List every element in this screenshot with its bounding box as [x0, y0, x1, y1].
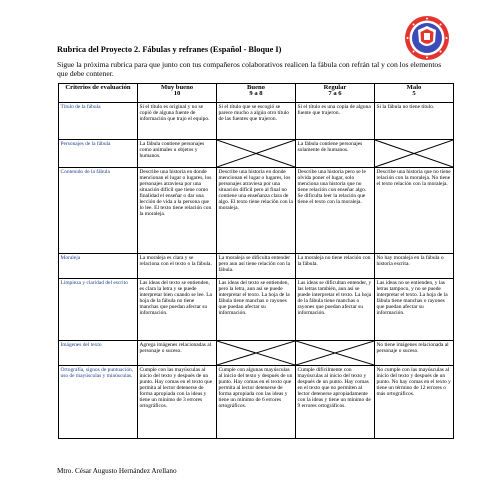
- score-cell: Cumple difícilmente con mayúsculas al inicio del texto y después de un punto. Hay comas en el texto que no permiten al lector detenerse apropiadamente con la ideas y tiene un mínimo de 9 errores ortográficos.: [296, 366, 375, 439]
- score-cell: Las ideas del texto se entienden, pero la letra, aun así se puede interpretar el texto. La hoja de la fábula tiene manchas o rayones que puedan afectar su información.: [217, 279, 296, 341]
- score-cell: La moraleja se dificulta entender pero aun así tiene relación con la fábula.: [217, 254, 296, 279]
- score-cell: Las ideas no se entienden, y las letras tampoco, y no se puede interpretar el texto. La hoja de la fábula tiene manchas o rayones que puedan afectar su información.: [375, 279, 454, 341]
- rubric-row-limpieza: [59, 279, 454, 341]
- cross-out-icon: [217, 341, 295, 365]
- header-regular-points: 7 a 6: [328, 90, 342, 98]
- score-cell: No cumple con las mayúsculas al inicio del texto y después de un punto. No hay comas en el texto y tiene un término de 12 errores o más ortográficos.: [375, 366, 454, 439]
- cross-out-icon: [296, 341, 374, 365]
- criterion-cell: Limpieza y claridad del escrito: [59, 279, 138, 341]
- rubric-header-row: [59, 84, 454, 103]
- school-crest-icon: [404, 15, 450, 61]
- score-cell: No tiene imágenes relacionada al personaje o suceso.: [375, 341, 454, 366]
- header-criterios-label: Criterios de evaluación: [65, 83, 131, 91]
- crossed-out-cell: [296, 341, 375, 366]
- cross-out-icon: [375, 140, 453, 167]
- header-criterios: [59, 84, 138, 103]
- header-regular-label: Regular: [323, 83, 347, 91]
- score-cell: Si el título que se escogió se parece mucho a algún otro título de las fuentes que trajeron.: [217, 103, 296, 140]
- score-cell: Cumple con las mayúsculas al inicio del texto y después de un punto. Hay comas en el texto que permita al lector detenerse de forma apropiada con la ideas y tiene un mínimo de 3 errores ortográficos.: [138, 366, 217, 439]
- rubric-table: [58, 83, 454, 439]
- criterion-cell: Ortografía, signos de puntuación, uso de mayúsculas y minúsculas.: [59, 366, 138, 439]
- score-cell: Cumple con algunas mayúsculas al inicio del texto y después de un punto. Hay comas en el texto que permita al lector detenerse de forma apropiada con las ideas y tiene un mínimo de 6 errores ortográficos.: [217, 366, 296, 439]
- score-cell: La moraleja no tiene relación con la fábula.: [296, 254, 375, 279]
- score-cell: Describe una historia en donde mencionan el lugar o lugares, los personajes atraviesa por una situación difícil pero al final no contiene una enseñanza clara de algo. El texto tiene relación con la moraleja.: [217, 168, 296, 254]
- intro-paragraph: Sigue la próxima rubrica para que junto con tus compañeros colaborativos realicen la fábula con refrán tal y con los elementos que debe contener.: [57, 60, 442, 79]
- header-muy-bueno-label: Muy bueno: [160, 83, 194, 91]
- author-footer: Mtro. César Augusto Hernández Arellano: [57, 467, 177, 475]
- header-muy-bueno: [138, 84, 217, 103]
- header-malo-points: 5: [412, 90, 416, 98]
- school-crest-graphic: [404, 15, 450, 61]
- score-cell: Si la fábula no tiene título.: [375, 103, 454, 140]
- cross-out-icon: [217, 140, 295, 167]
- score-cell: Si el título es original y no se copió de alguna fuente de información que trajo el equipo.: [138, 103, 217, 140]
- score-cell: Agrega imágenes relacionadas al personaje o suceso.: [138, 341, 217, 366]
- score-cell: Describe una historia pero se le olvida poner el lugar, solo menciona una historia que no tiene relación con enseñar algo. Se dificulta leer la relación que tiene el texto con la moraleja.: [296, 168, 375, 254]
- score-cell: No hay moraleja en la fábula o historia escrita.: [375, 254, 454, 279]
- criterion-cell: Imágenes del texto: [59, 341, 138, 366]
- score-cell: Describe una historia en donde mencionan el lugar o lugares, los personajes atraviesa por una situación difícil que tiene como finalidad el enseñar o dar una lección de vida a la persona que lo lee. El texto tiene relación con la moraleja.: [138, 168, 217, 254]
- score-cell: Las ideas del texto se entienden, es clara la letra y se puede interpretar bien cuando se lee. La hoja de la fábula no tiene manchas que puedan afectar su información.: [138, 279, 217, 341]
- rubric-row-titulo: [59, 103, 454, 140]
- criterion-cell: Contenido de la fábula: [59, 168, 138, 254]
- score-cell: La fábula contiene personajes como animales u objetos y humanos.: [138, 140, 217, 168]
- header-malo: [375, 84, 454, 103]
- rubric-row-contenido: [59, 168, 454, 254]
- criterion-cell: Título de la fábula: [59, 103, 138, 140]
- rubric-row-personajes: [59, 140, 454, 168]
- crossed-out-cell: [217, 341, 296, 366]
- rubric-row-imagenes: [59, 341, 454, 366]
- rubric-row-ortografia: [59, 366, 454, 439]
- score-cell: Describe una historia que no tiene relación con la moraleja. No tiene el texto relación con la moraleja.: [375, 168, 454, 254]
- criterion-cell: Personajes de la fábula: [59, 140, 138, 168]
- score-cell: La fábula contiene personajes solamente de humanos.: [296, 140, 375, 168]
- header-regular: [296, 84, 375, 103]
- criterion-cell: Moraleja: [59, 254, 138, 279]
- crossed-out-cell: [375, 140, 454, 168]
- score-cell: La moraleja es clara y se relaciona con el texto o la fábula.: [138, 254, 217, 279]
- document-title: Rubrica del Proyecto 2. Fábulas y refranes (Español - Bloque I): [57, 45, 282, 54]
- header-malo-label: Malo: [406, 83, 422, 91]
- score-cell: Si el título es una copia de alguna fuente que trajeron.: [296, 103, 375, 140]
- header-muy-bueno-points: 10: [173, 90, 181, 98]
- header-bueno: [217, 84, 296, 103]
- header-bueno-label: Bueno: [247, 83, 265, 91]
- score-cell: Las ideas se dificultan entender, y las letras también, aun así se puede interpretar el texto. La hoja de la fábula tiene manchas o rayones que puedan afectar su información.: [296, 279, 375, 341]
- rubric-row-moraleja: [59, 254, 454, 279]
- header-bueno-points: 9 a 8: [249, 90, 263, 98]
- crossed-out-cell: [217, 140, 296, 168]
